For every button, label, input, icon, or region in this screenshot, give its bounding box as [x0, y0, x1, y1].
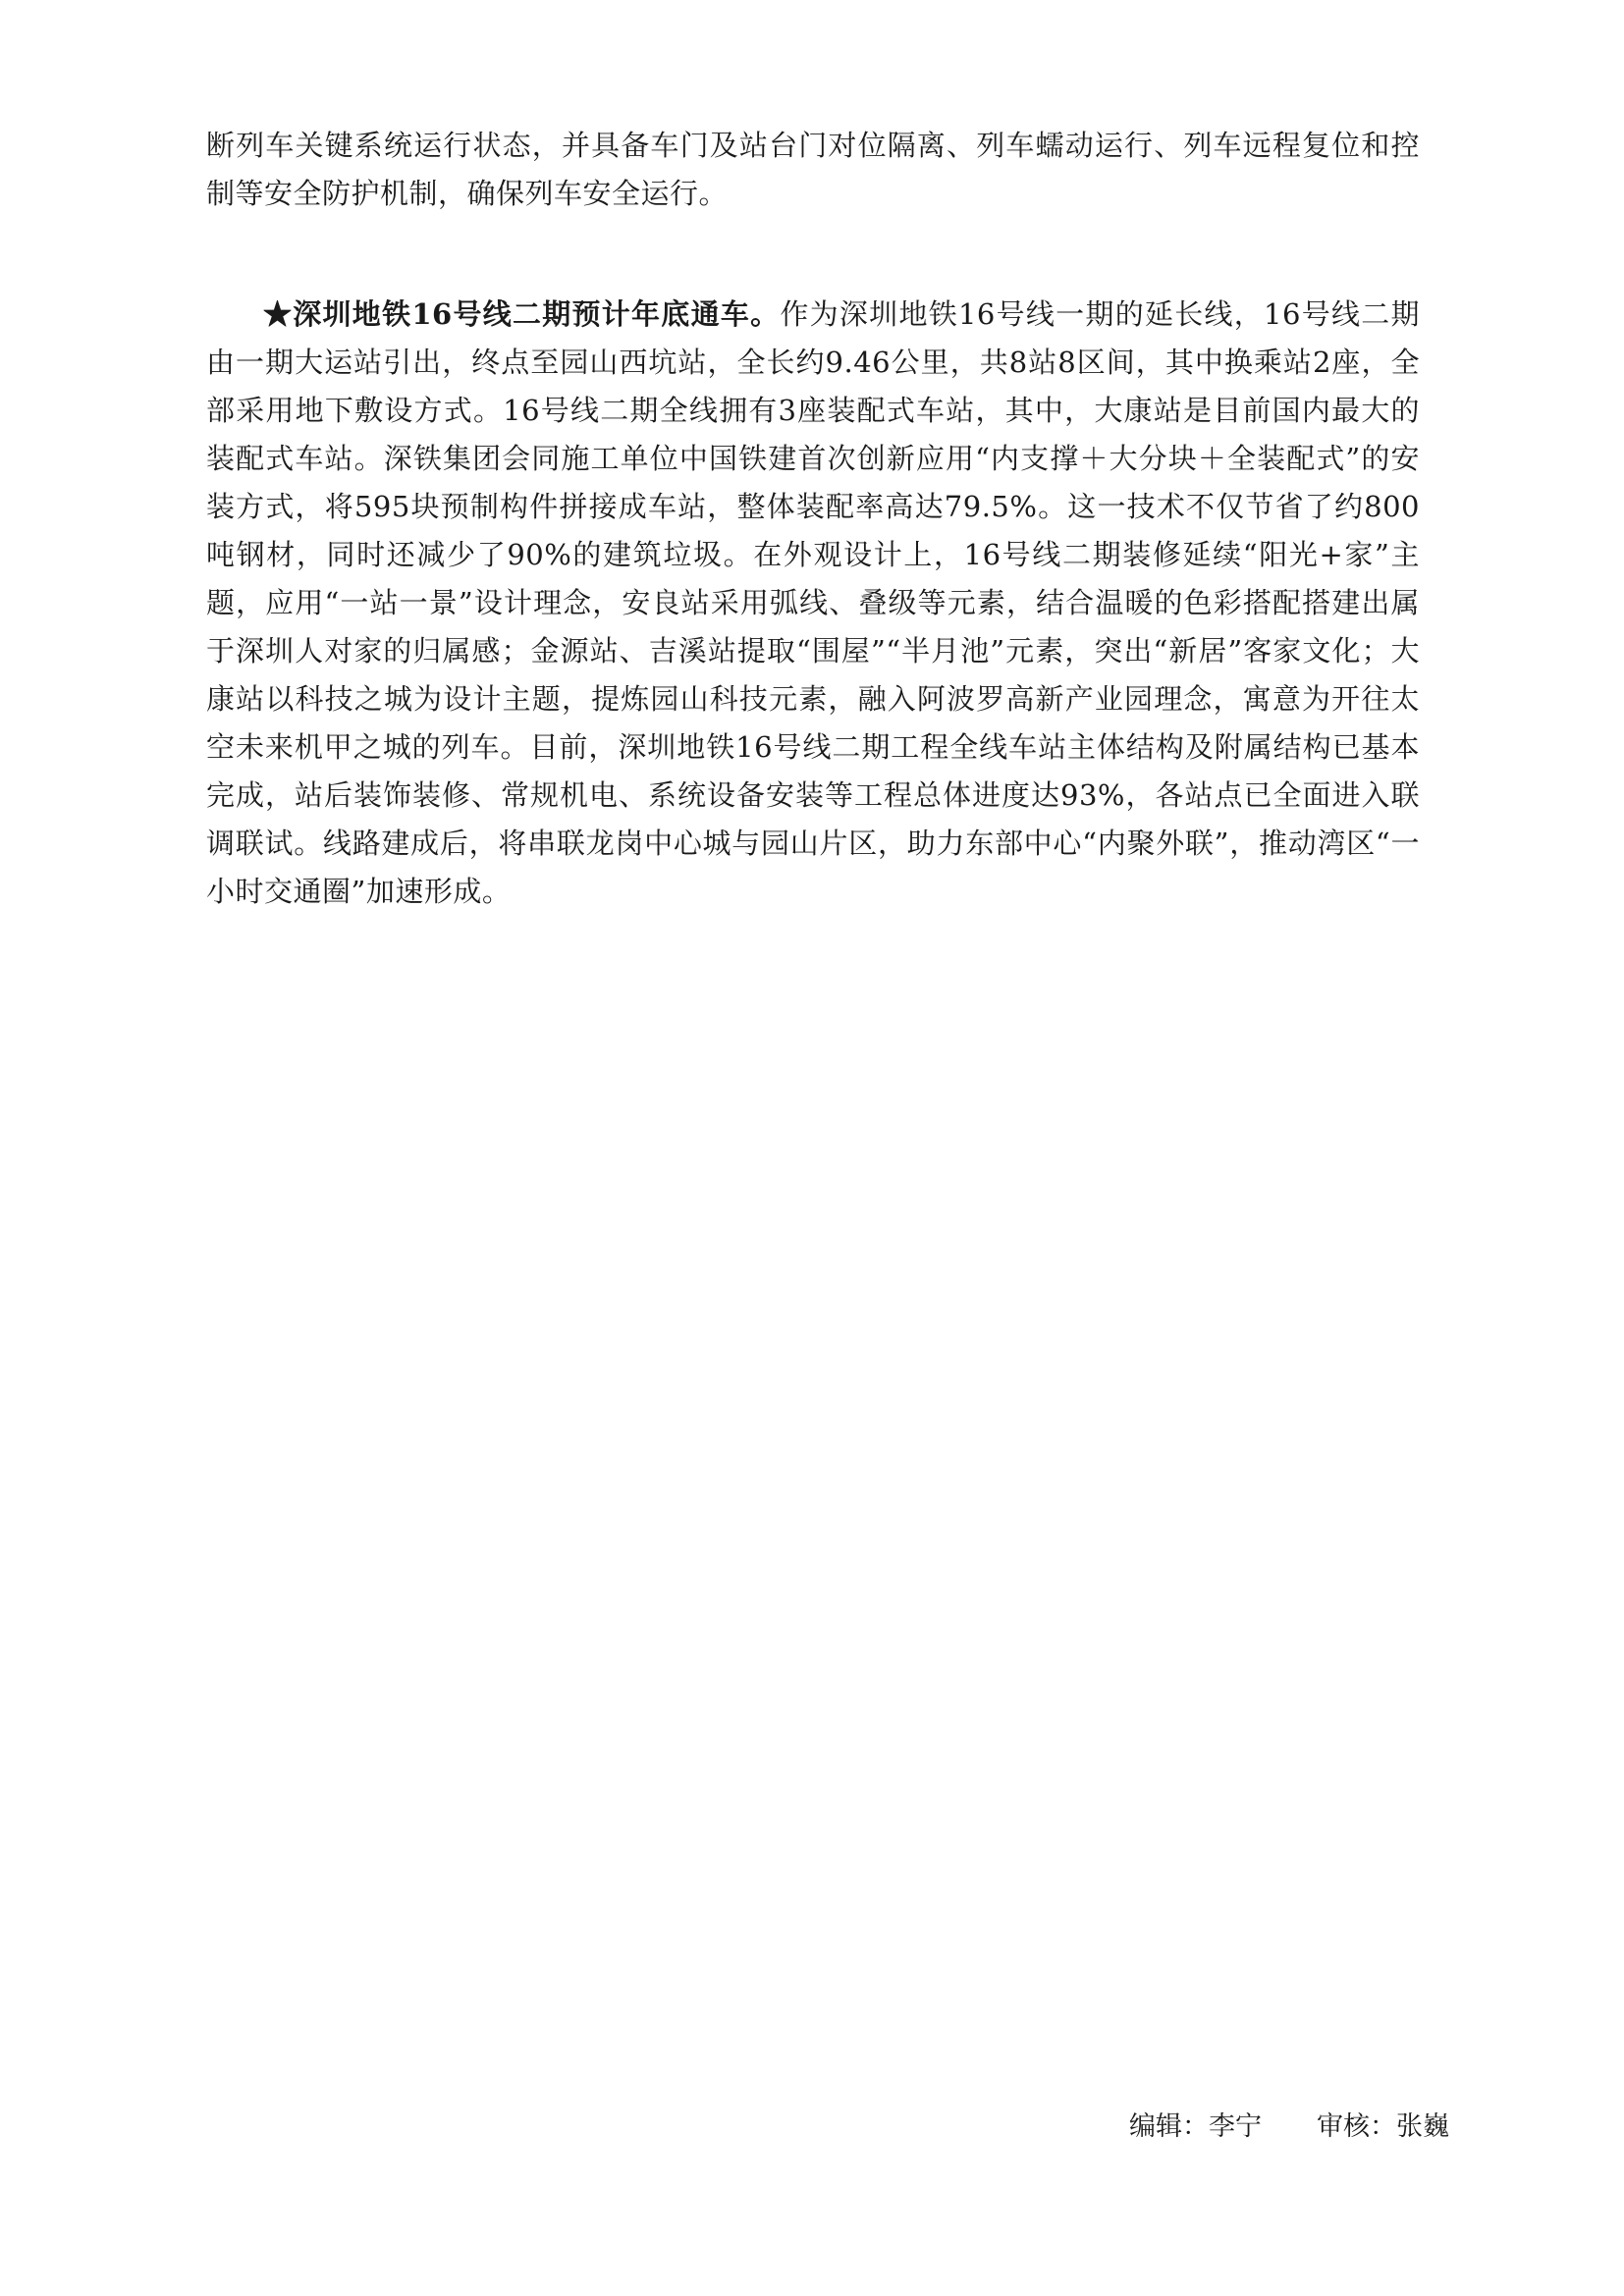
reviewer-credit: 审核：张巍: [1317, 2111, 1449, 2142]
paragraph-text: 作为深圳地铁16号线一期的延长线，16号线二期由一期大运站引出，终点至园山西坑站，全长约9.46公里，共8站8区间，其中换乘站2座，全部采用地下敷设方式。16号线二期全线拥有3座装配式车站，其中，大康站是目前国内最大的装配式车站。深铁集团会同施工单位中国铁建首次创新应用“内支撑＋大分块＋全装配式”的安装方式，将595块预制构件拼接成车站，整体装配率高达79.5%。这一技术不仅节省了约800吨钢材，同时还减少了90%的建筑垃圾。在外观设计上，16号线二期装修延续“阳光+家”主题，应用“一站一景”设计理念，安良站采用弧线、叠级等元素，结合温暖的色彩搭配搭建出属于深圳人对家的归属感；金源站、吉溪站提取“围屋”“半月池”元素，突出“新居”客家文化；大康站以科技之城为设计主题，提炼园山科技元素，融入阿波罗高新产业园理念，寓意为开往太空未来机甲之城的列车。目前，深圳地铁16号线二期工程全线车站主体结构及附属结构已基本完成，站后装饰装修、常规机电、系统设备安装等工程总体进度达93%，各站点已全面进入联调联试。线路建成后，将串联龙岗中心城与园山片区，助力东部中心“内聚外联”，推动湾区“一小时交通圈”加速形成。: [206, 297, 1420, 908]
footer-credits: [1129, 2108, 1449, 2147]
paragraph-lead-heading: ★深圳地铁16号线二期预计年底通车。: [263, 297, 781, 331]
editor-credit: 编辑：李宁: [1129, 2111, 1262, 2142]
paragraph-text: 断列车关键系统运行状态，并具备车门及站台门对位隔离、列车蠕动运行、列车远程复位和控制等安全防护机制，确保列车安全运行。: [206, 129, 1420, 210]
paragraph-continued: [206, 122, 1420, 218]
paragraph-line16-phase2: [206, 291, 1420, 916]
